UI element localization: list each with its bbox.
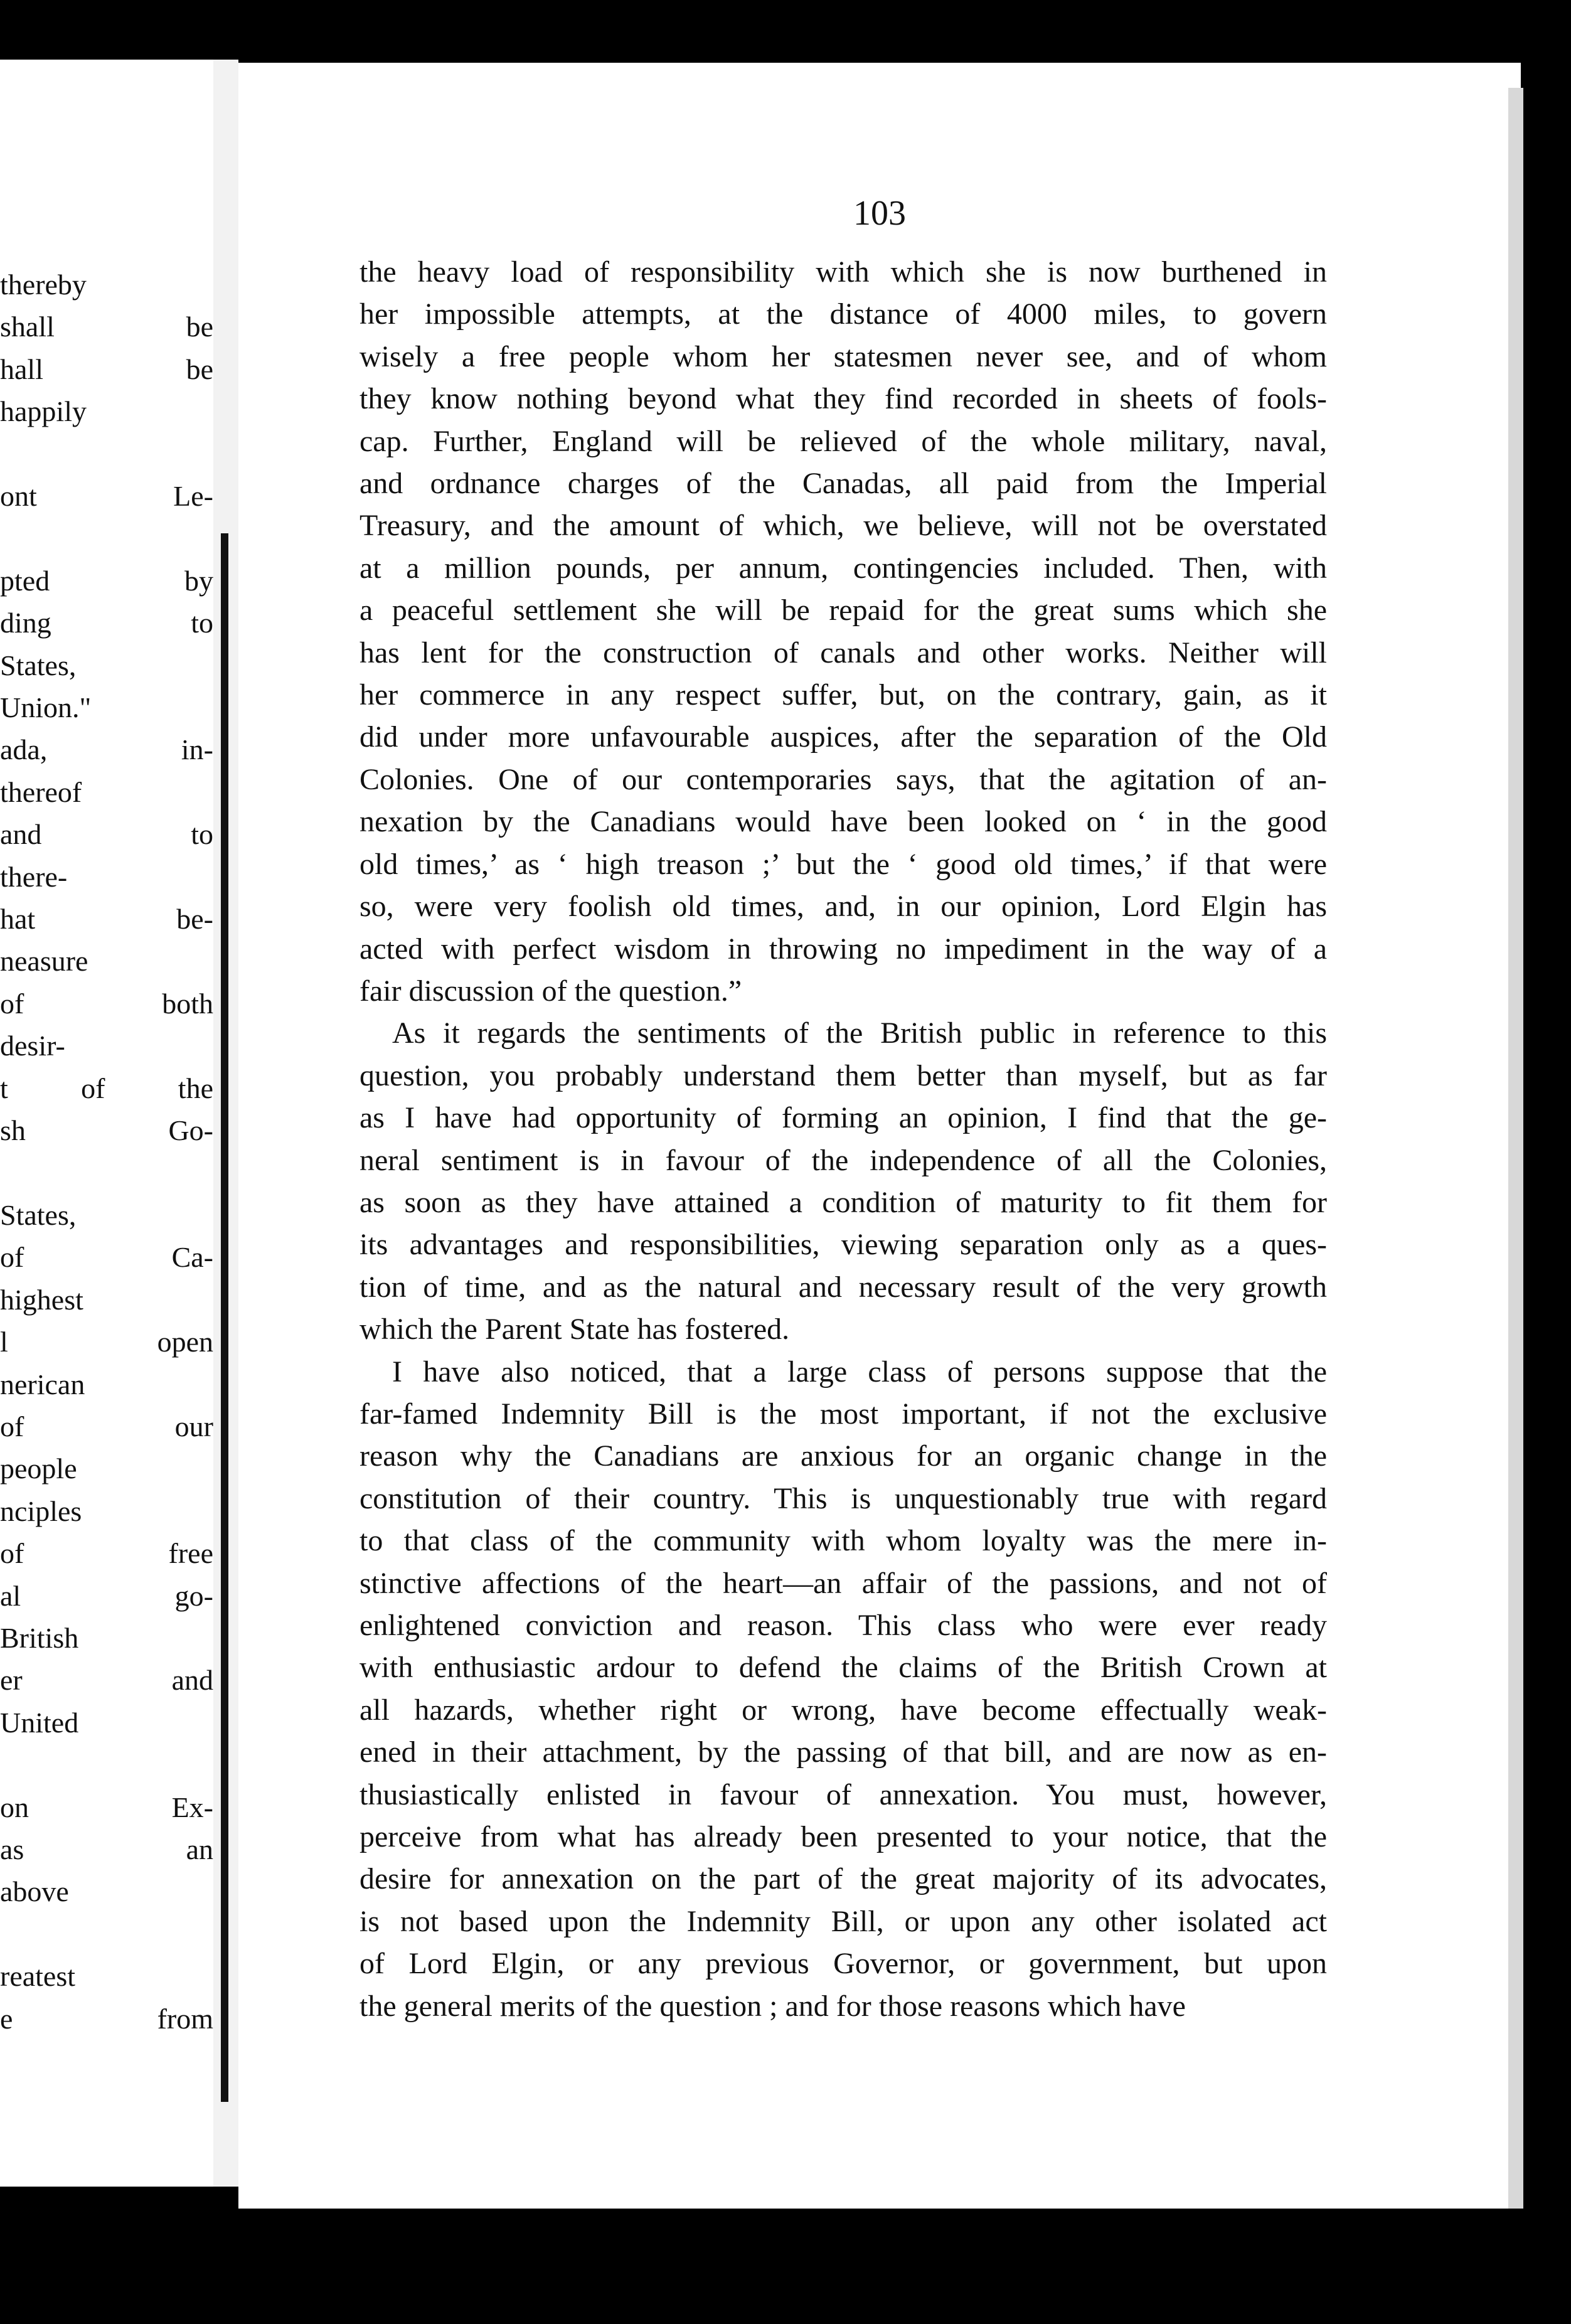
text-line: a peaceful settlement she will be repaid for the great sums which she [359,594,1327,627]
text-line: far-famed Indemnity Bill is the most important, if not the exclusive [359,1397,1327,1431]
text-line: desire for annexation on the part of the great majority of its advocates, [359,1862,1327,1896]
facing-page-line: and to [0,818,213,851]
facing-page-line: l open [0,1326,213,1358]
facing-page-line: of free [0,1537,213,1570]
facing-page-line: thereby [0,269,87,301]
text-line: ened in their attachment, by the passing of that bill, and are now as en- [359,1735,1327,1769]
facing-page-line: pted by [0,564,213,597]
facing-page-line: of Ca- [0,1241,213,1274]
book-spine-shadow [221,533,228,2102]
facing-page-line: neasure [0,945,88,978]
text-line: As it regards the sentiments of the British public in reference to this [392,1016,1327,1050]
facing-page-line: shall be [0,311,213,343]
text-line: old times,’ as ‘ high treason ;’ but the ‘ good old times,’ if that were [359,847,1327,881]
text-line: fair discussion of the question.” [359,974,742,1008]
facing-page-line: hall be [0,353,213,385]
text-line: they know nothing beyond what they find recorded in sheets of fools- [359,382,1327,416]
text-line: the heavy load of responsibility with which she is now burthened in [359,255,1327,289]
facing-page-line: thereof [0,776,82,808]
facing-page-line: reatest [0,1960,76,1993]
text-line: has lent for the construction of canals and other works. Neither will [359,636,1327,669]
text-line: I have also noticed, that a large class of persons suppose that the [392,1355,1327,1389]
text-line: question, you probably understand them better than myself, but as far [359,1058,1327,1092]
facing-page-text [0,264,213,2040]
facing-page-line: United [0,1706,79,1739]
fragment-gap [0,1913,213,1955]
text-line: with enthusiastic ardour to defend the claims of the British Crown at [359,1651,1327,1685]
facing-page-line: States, [0,649,77,681]
facing-page-line: hat be- [0,903,213,935]
text-line: at a million pounds, per annum, contingencies included. Then, with [359,551,1327,585]
body-text [359,251,1327,2027]
facing-page-line: ont Le- [0,480,213,513]
fragment-gap [0,517,213,559]
text-line: Colonies. One of our contemporaries says, that the agitation of an- [359,762,1327,796]
facing-page-line: as an [0,1833,213,1865]
facing-page-line: ding to [0,607,213,639]
paragraph [359,251,1327,1012]
text-line: to that class of the community with whom loyalty was the mere in- [359,1524,1327,1558]
text-line: is not based upon the Indemnity Bill, or upon any other isolated act [359,1904,1327,1938]
text-line: nexation by the Canadians would have been looked on ‘ in the good [359,805,1327,839]
text-line: Treasury, and the amount of which, we believe, will not be overstated [359,509,1327,543]
facing-page-line: Union." [0,691,92,724]
facing-page-line: ada, in- [0,733,213,766]
paragraph [359,1012,1327,1350]
facing-page-line: t of the [0,1072,213,1104]
text-line: constitution of their country. This is unquestionably true with regard [359,1481,1327,1515]
paragraph [359,1351,1327,2028]
document-page [238,63,1521,2209]
text-line: stinctive affections of the heart—an affair of the passions, and not of [359,1566,1327,1600]
page-edge-shadow [1508,88,1523,2209]
facing-page-line: e from [0,2002,213,2035]
facing-page-line: of both [0,987,213,1020]
text-line: as soon as they have attained a condition of maturity to fit them for [359,1185,1327,1219]
text-line: reason why the Canadians are anxious for an organic change in the [359,1439,1327,1473]
facing-page-line: nerican [0,1368,85,1400]
facing-page-line: er and [0,1664,213,1697]
text-line: enlightened conviction and reason. This class who were ever ready [359,1609,1327,1642]
fragment-gap [0,433,213,475]
facing-page-line: above [0,1875,69,1908]
facing-page-line: of our [0,1410,213,1442]
facing-page [0,60,232,2187]
text-line: wisely a free people whom her statesmen never see, and of whom [359,339,1327,373]
facing-page-line: British [0,1621,79,1654]
text-line: which the Parent State has fostered. [359,1313,790,1346]
text-line: her commerce in any respect suffer, but, on the contrary, gain, as it [359,678,1327,712]
text-line: thusiastically enlisted in favour of annexation. You must, however, [359,1778,1327,1811]
text-line: of Lord Elgin, or any previous Governor, or government, but upon [359,1947,1327,1981]
facing-page-line: nciples [0,1495,82,1527]
text-line: so, were very foolish old times, and, in our opinion, Lord Elgin has [359,890,1327,924]
text-line: all hazards, whether right or wrong, have become effectually weak- [359,1693,1327,1727]
facing-page-line: people [0,1452,77,1485]
text-line: and ordnance charges of the Canadas, all paid from the Imperial [359,467,1327,501]
facing-page-line: States, [0,1198,77,1231]
text-line: its advantages and responsibilities, viewing separation only as a ques- [359,1228,1327,1262]
text-line: neral sentiment is in favour of the independence of all the Colonies, [359,1143,1327,1177]
text-line: her impossible attempts, at the distance of 4000 miles, to govern [359,297,1327,331]
text-line: tion of time, and as the natural and necessary result of the very growth [359,1270,1327,1304]
facing-page-line: sh Go- [0,1114,213,1147]
facing-page-line: happily [0,395,87,428]
facing-page-line: desir- [0,1030,65,1062]
text-line: the general merits of the question ; and for those reasons which have [359,1989,1186,2023]
text-line: as I have had opportunity of forming an opinion, I find that the ge- [359,1101,1327,1135]
facing-page-line: al go- [0,1579,213,1612]
text-line: perceive from what has already been presented to your notice, that the [359,1820,1327,1854]
facing-page-line: highest [0,1283,83,1316]
fragment-gap [0,1152,213,1194]
text-line: acted with perfect wisdom in throwing no impediment in the way of a [359,932,1327,966]
fragment-gap [0,1744,213,1786]
page-number: 103 [853,194,906,233]
facing-page-line: on Ex- [0,1791,213,1823]
text-line: cap. Further, England will be relieved of the whole military, naval, [359,424,1327,458]
facing-page-line: there- [0,860,68,893]
text-line: did under more unfavourable auspices, after the separation of the Old [359,720,1327,754]
